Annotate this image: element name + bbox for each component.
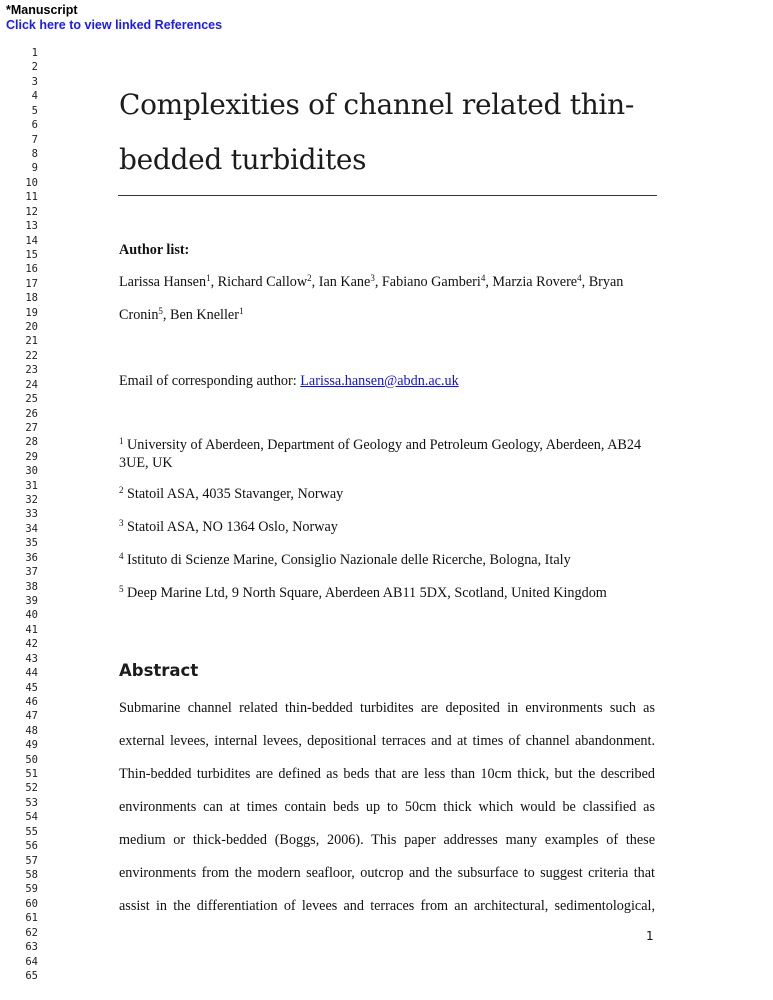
line-number: 61 bbox=[25, 912, 38, 925]
affiliation-number: 5 bbox=[119, 584, 124, 594]
line-number: 41 bbox=[25, 623, 38, 636]
line-number: 19 bbox=[25, 306, 38, 319]
author-name: Cronin bbox=[119, 307, 159, 323]
line-number: 45 bbox=[25, 681, 38, 694]
line-number: 65 bbox=[25, 969, 38, 982]
affiliation-marker: 5 bbox=[158, 306, 163, 316]
line-number: 37 bbox=[25, 566, 38, 579]
author-separator: , bbox=[485, 274, 493, 290]
affiliation-number: 1 bbox=[119, 436, 124, 446]
author-separator: , Bryan bbox=[581, 274, 624, 290]
affiliation-marker: 1 bbox=[206, 273, 211, 283]
author-separator: , bbox=[210, 274, 218, 290]
line-number: 11 bbox=[25, 191, 38, 204]
page-number: 1 bbox=[646, 929, 654, 943]
line-number: 46 bbox=[25, 695, 38, 708]
line-number: 25 bbox=[25, 393, 38, 406]
line-number: 15 bbox=[25, 248, 38, 261]
abstract-line: medium or thick-bedded (Boggs, 2006). This paper addresses many examples of these bbox=[119, 832, 655, 848]
line-number: 57 bbox=[25, 854, 38, 867]
affiliation-1 bbox=[119, 437, 641, 454]
line-number: 58 bbox=[25, 868, 38, 881]
line-number: 7 bbox=[31, 133, 38, 146]
line-number: 18 bbox=[25, 292, 38, 305]
abstract-line: Thin-bedded turbidites are defined as beds that are less than 10cm thick, but the described bbox=[119, 766, 655, 782]
line-number: 21 bbox=[25, 335, 38, 348]
author-name: Richard Callow bbox=[217, 274, 308, 290]
line-number: 39 bbox=[25, 595, 38, 607]
author-name: Fabiano Gamberi bbox=[381, 274, 481, 290]
line-number: 42 bbox=[25, 638, 38, 651]
line-number: 52 bbox=[25, 782, 38, 795]
line-number: 47 bbox=[25, 710, 38, 723]
affiliation-text: Statoil ASA, NO 1364 Oslo, Norway bbox=[123, 519, 338, 535]
line-number: 28 bbox=[25, 436, 38, 449]
line-number: 31 bbox=[25, 479, 38, 492]
line-number: 4 bbox=[31, 90, 38, 103]
author-list-line-2 bbox=[119, 307, 243, 324]
abstract-line: Submarine channel related thin-bedded turbidites are deposited in environments such as bbox=[119, 700, 655, 716]
affiliation-number: 3 bbox=[119, 518, 124, 528]
line-number: 16 bbox=[25, 263, 38, 276]
line-number: 56 bbox=[25, 840, 38, 853]
line-number: 50 bbox=[25, 753, 38, 766]
affiliation-marker: 1 bbox=[238, 306, 244, 316]
line-number: 30 bbox=[25, 465, 38, 478]
paper-title-line-1: Complexities of channel related thin- bbox=[119, 88, 634, 121]
line-number: 49 bbox=[25, 739, 38, 752]
line-number: 55 bbox=[25, 825, 38, 838]
line-number: 22 bbox=[25, 349, 38, 362]
line-number: 27 bbox=[25, 421, 38, 434]
line-number: 36 bbox=[25, 551, 38, 564]
line-number: 40 bbox=[25, 609, 38, 622]
author-separator: , bbox=[311, 274, 319, 290]
line-number: 62 bbox=[25, 926, 38, 939]
affiliation-marker: 4 bbox=[577, 273, 582, 283]
affiliation-text: Statoil ASA, 4035 Stavanger, Norway bbox=[123, 486, 344, 502]
author-list-heading: Author list: bbox=[119, 242, 190, 258]
line-number: 2 bbox=[31, 61, 38, 74]
affiliation-marker: 2 bbox=[307, 273, 312, 283]
affiliation-4 bbox=[119, 552, 571, 569]
affiliation-1-continued: 3UE, UK bbox=[119, 455, 173, 471]
abstract-line: environments can at times contain beds up to 50cm thick which would be classified as bbox=[119, 799, 655, 815]
line-number: 43 bbox=[25, 652, 38, 665]
line-number: 14 bbox=[25, 234, 38, 247]
line-number: 13 bbox=[25, 220, 38, 232]
author-name: Ian Kane bbox=[318, 274, 371, 290]
abstract-line: external levees, internal levees, depositional terraces and at times of channel abandonment. bbox=[119, 733, 655, 749]
affiliation-text: University of Aberdeen, Department of Geology and Petroleum Geology, Aberdeen, AB24 bbox=[123, 437, 642, 453]
paper-title-line-2: bedded turbidites bbox=[119, 143, 367, 176]
line-number: 23 bbox=[25, 364, 38, 377]
email-label: Email of corresponding author: bbox=[119, 373, 301, 389]
abstract-line: assist in the differentiation of levees and terraces from an architectural, sedimentological, bbox=[119, 898, 655, 914]
author-name: Ben Kneller bbox=[170, 307, 239, 323]
line-number: 10 bbox=[25, 176, 38, 189]
line-number: 63 bbox=[25, 941, 38, 953]
author-separator: , bbox=[374, 274, 382, 290]
line-number: 3 bbox=[31, 75, 38, 88]
line-number: 34 bbox=[25, 522, 38, 535]
line-number: 20 bbox=[25, 321, 38, 333]
line-number: 48 bbox=[25, 724, 38, 737]
affiliation-number: 4 bbox=[119, 551, 124, 561]
linked-references-link[interactable]: Click here to view linked References bbox=[6, 18, 223, 32]
affiliation-text: Istituto di Scienze Marine, Consiglio Nazionale delle Ricerche, Bologna, Italy bbox=[123, 552, 571, 568]
line-number: 8 bbox=[31, 147, 38, 160]
line-number: 32 bbox=[25, 494, 38, 506]
line-number: 26 bbox=[25, 407, 38, 420]
corresponding-email-link[interactable]: Larissa.hansen@abdn.ac.uk bbox=[300, 373, 459, 389]
author-list-line-1 bbox=[119, 274, 623, 291]
line-number: 60 bbox=[25, 897, 38, 910]
affiliation-3 bbox=[119, 519, 338, 536]
line-number: 17 bbox=[25, 277, 38, 290]
line-number: 24 bbox=[25, 378, 38, 391]
line-number: 54 bbox=[25, 811, 38, 824]
abstract-heading: Abstract bbox=[119, 661, 199, 680]
affiliation-number: 2 bbox=[119, 485, 124, 495]
line-number: 53 bbox=[25, 796, 38, 809]
line-number: 44 bbox=[25, 667, 38, 680]
author-separator: , bbox=[162, 307, 171, 323]
affiliation-5 bbox=[119, 585, 607, 602]
line-number: 1 bbox=[31, 47, 38, 59]
line-number: 12 bbox=[25, 205, 38, 218]
corresponding-email-line bbox=[119, 373, 459, 390]
line-number: 9 bbox=[31, 162, 38, 175]
line-number: 33 bbox=[25, 508, 38, 521]
line-number: 5 bbox=[31, 104, 38, 117]
affiliation-text: Deep Marine Ltd, 9 North Square, Aberdeen AB11 5DX, Scotland, United Kingdom bbox=[123, 585, 607, 601]
author-name: Marzia Rovere bbox=[492, 274, 578, 290]
line-number: 59 bbox=[25, 883, 38, 896]
author-name: Larissa Hansen bbox=[119, 274, 207, 290]
manuscript-label: *Manuscript bbox=[6, 3, 78, 17]
line-number: 38 bbox=[25, 580, 38, 593]
line-number: 35 bbox=[25, 537, 38, 550]
affiliation-marker: 4 bbox=[480, 273, 486, 283]
title-divider bbox=[118, 195, 657, 196]
line-number: 6 bbox=[31, 119, 38, 132]
line-number: 64 bbox=[25, 955, 38, 968]
affiliation-marker: 3 bbox=[370, 273, 375, 283]
line-number: 51 bbox=[25, 768, 38, 780]
abstract-line: environments from the modern seafloor, outcrop and the subsurface to suggest criteria that bbox=[119, 865, 655, 881]
affiliation-2 bbox=[119, 486, 343, 503]
line-number: 29 bbox=[25, 450, 38, 463]
